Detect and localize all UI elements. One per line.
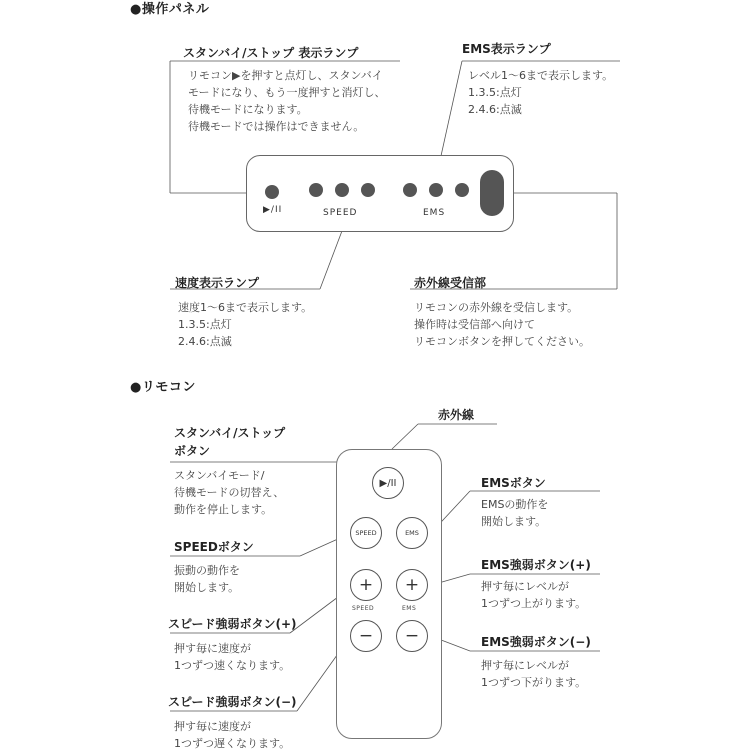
standby-lamp <box>265 185 279 199</box>
ir-receiver-title: 赤外線受信部 <box>414 276 487 290</box>
ems-up-description: 押す毎にレベルが 1つずつ上がります。 <box>481 580 587 610</box>
speed-lamp-1 <box>309 183 323 197</box>
ems-up-title: EMS強弱ボタン(+) <box>481 558 591 572</box>
play-pause-label: ▶/II <box>263 205 283 215</box>
speed-caption: SPEED <box>352 605 375 612</box>
ems-lamp-2 <box>429 183 443 197</box>
speed-up-button[interactable]: + <box>350 569 382 601</box>
ir-receiver <box>480 170 504 216</box>
speed-down-button[interactable]: − <box>350 620 382 652</box>
speed-lamp-2 <box>335 183 349 197</box>
speed-lamp-description: 速度1〜6まで表示します。 1.3.5:点灯 2.4.6:点滅 <box>178 301 313 348</box>
ems-lamp-description: レベル1〜6まで表示します。 1.3.5:点灯 2.4.6:点滅 <box>468 69 614 116</box>
ems-button-description: EMSの動作を 開始します。 <box>481 498 549 528</box>
standby-lamp-title: スタンバイ/ストップ 表示ランプ <box>183 46 359 60</box>
speed-up-description: 押す毎に速度が 1つずつ速くなります。 <box>174 642 291 672</box>
ems-down-button[interactable]: − <box>396 620 428 652</box>
ems-down-description: 押す毎にレベルが 1つずつ下がります。 <box>481 659 587 689</box>
speed-up-title: スピード強弱ボタン(+) <box>168 617 297 631</box>
play-pause-button[interactable]: ▶/II <box>372 467 404 499</box>
ir-receiver-description: リモコンの赤外線を受信します。 操作時は受信部へ向けて リモコンボタンを押してください。 <box>414 301 590 348</box>
speed-down-description: 押す毎に速度が 1つずつ遅くなります。 <box>174 720 291 750</box>
speed-button-description: 振動の動作を 開始します。 <box>174 564 240 594</box>
panel-section-heading: ●操作パネル <box>130 2 210 17</box>
standby-lamp-description: リモコン▶を押すと点灯し、スタンバイ モードになり、もう一度押すと消灯し、 待機モードになります。 待機モードでは操作はできません。 <box>188 69 386 133</box>
standby-button-description: スタンバイモード/ 待機モードの切替え、 動作を停止します。 <box>174 469 285 516</box>
standby-button-title: スタンバイ/ストップ ボタン <box>174 426 286 458</box>
speed-button[interactable]: SPEED <box>350 517 382 549</box>
ems-lamp-title: EMS表示ランプ <box>462 42 551 56</box>
ems-up-button[interactable]: + <box>396 569 428 601</box>
infrared-title: 赤外線 <box>438 408 475 422</box>
speed-button-title: SPEEDボタン <box>174 540 254 554</box>
speed-panel-label: SPEED <box>323 208 358 218</box>
remote-section-heading: ●リモコン <box>130 380 196 395</box>
ems-down-title: EMS強弱ボタン(−) <box>481 635 591 649</box>
ems-caption: EMS <box>402 605 417 612</box>
ems-button[interactable]: EMS <box>396 517 428 549</box>
ems-lamp-1 <box>403 183 417 197</box>
ems-panel-label: EMS <box>423 208 446 218</box>
remote-control <box>336 449 442 739</box>
speed-lamp-3 <box>361 183 375 197</box>
speed-lamp-title: 速度表示ランプ <box>175 276 260 290</box>
speed-down-title: スピード強弱ボタン(−) <box>168 695 297 709</box>
ems-lamp-3 <box>455 183 469 197</box>
ems-button-title: EMSボタン <box>481 476 546 490</box>
control-panel <box>246 155 514 232</box>
